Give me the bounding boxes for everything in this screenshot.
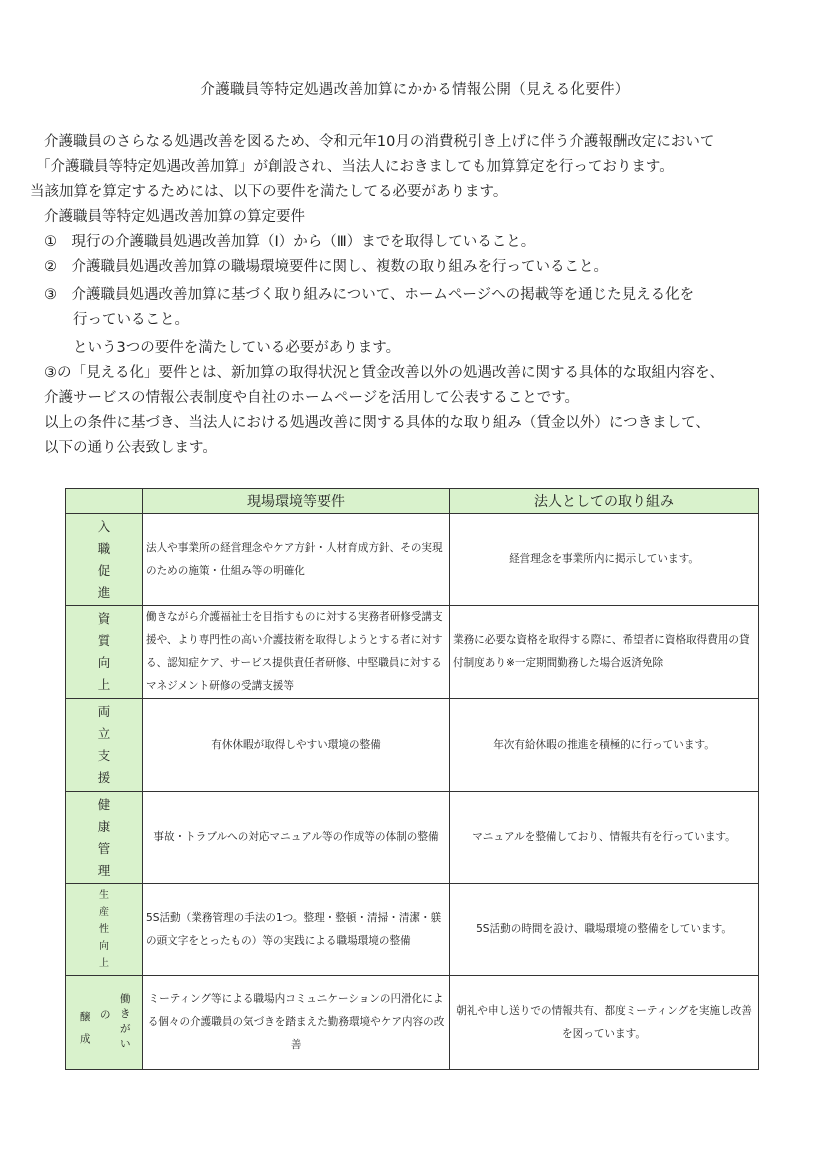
page-title: 介護職員等特定処遇改善加算にかかる情報公開（見える化要件） bbox=[200, 82, 630, 98]
category-char: 援 bbox=[97, 770, 111, 785]
action-cell: 業務に必要な資格を取得する際に、希望者に資格取得費用の貸付制度あり※一定期間勤務した場合返済免除 bbox=[450, 606, 759, 699]
category-char: 上 bbox=[97, 677, 111, 692]
header-requirement: 現場環境等要件 bbox=[143, 489, 450, 514]
category-char: 両 bbox=[97, 704, 111, 719]
category-char: が bbox=[120, 1023, 131, 1035]
table-row bbox=[66, 699, 759, 792]
category-cell bbox=[66, 976, 143, 1070]
category-char: 管 bbox=[97, 840, 111, 856]
category-column-right bbox=[120, 992, 131, 1052]
requirement-cell: 法人や事業所の経営理念やケア方針・人材育成方針、その実現のための施策・仕組み等の明確化 bbox=[143, 514, 450, 606]
category-char: 醸 bbox=[80, 1011, 91, 1023]
category-char: 性 bbox=[99, 924, 109, 935]
category-char: い bbox=[120, 1038, 131, 1050]
category-char: 生 bbox=[99, 890, 109, 901]
header-action: 法人としての取り組み bbox=[450, 489, 759, 514]
category-char: 働 bbox=[120, 993, 131, 1005]
action-cell: 年次有給休暇の推進を積極的に行っています。 bbox=[450, 699, 759, 792]
intro-line: という3つの要件を満たしている必要があります。 bbox=[73, 340, 401, 356]
intro-line: 行っていること。 bbox=[73, 312, 189, 328]
requirement-cell: 事故・トラブルへの対応マニュアル等の作成等の体制の整備 bbox=[143, 792, 450, 884]
intro-line: 以下の通り公表致します。 bbox=[44, 440, 217, 456]
category-char: 産 bbox=[99, 907, 109, 918]
action-cell: マニュアルを整備しており、情報共有を行っています。 bbox=[450, 792, 759, 884]
category-char: 支 bbox=[97, 748, 111, 763]
intro-line: 「介護職員等特定処遇改善加算」が創設され、当法人におきましても加算算定を行っております。 bbox=[36, 159, 674, 175]
requirements-table bbox=[65, 488, 759, 1070]
category-char: 資 bbox=[97, 611, 111, 626]
category-char: 立 bbox=[97, 726, 111, 741]
category-char: 進 bbox=[97, 584, 111, 600]
category-char: 職 bbox=[97, 540, 111, 556]
category-char: 向 bbox=[97, 655, 111, 670]
table-row bbox=[66, 792, 759, 884]
category-char: 理 bbox=[97, 862, 111, 878]
category-char: の bbox=[100, 1009, 111, 1021]
category-cell bbox=[66, 606, 143, 699]
category-char: 成 bbox=[80, 1033, 91, 1045]
intro-line: ③の「見える化」要件とは、新加算の取得状況と賃金改善以外の処遇改善に関する具体的な取組内容を、 bbox=[44, 365, 724, 381]
intro-line: ② 介護職員処遇改善加算の職場環境要件に関し、複数の取り組みを行っていること。 bbox=[44, 259, 608, 275]
category-cell bbox=[66, 699, 143, 792]
category-char: 促 bbox=[97, 562, 111, 578]
action-cell: 5S活動の時間を設け、職場環境の整備をしています。 bbox=[450, 884, 759, 976]
intro-line: ③ 介護職員処遇改善加算に基づく取り組みについて、ホームページへの掲載等を通じた見える化を bbox=[44, 287, 695, 303]
header-blank bbox=[66, 489, 143, 514]
table-row bbox=[66, 606, 759, 699]
intro-line: 介護サービスの情報公表制度や自社のホームページを活用して公表することです。 bbox=[44, 390, 580, 406]
category-char: 向 bbox=[99, 941, 109, 952]
intro-line: ① 現行の介護職員処遇改善加算（Ⅰ）から（Ⅲ）までを取得していること。 bbox=[44, 234, 536, 250]
intro-line: 介護職員等特定処遇改善加算の算定要件 bbox=[44, 209, 305, 225]
requirement-cell: ミーティング等による職場内コミュニケーションの円滑化による個々の介護職員の気づきを踏まえた勤務環境やケア内容の改善 bbox=[143, 976, 450, 1070]
table-row bbox=[66, 976, 759, 1070]
table-header-row bbox=[66, 489, 759, 514]
category-char: 入 bbox=[97, 518, 111, 534]
category-column-left bbox=[80, 1006, 91, 1050]
category-char: 健 bbox=[97, 796, 111, 812]
category-cell bbox=[66, 792, 143, 884]
intro-line: 当該加算を算定するためには、以下の要件を満たしてる必要があります。 bbox=[30, 184, 508, 200]
category-column-middle bbox=[100, 1008, 111, 1023]
category-char: 質 bbox=[97, 633, 111, 648]
action-cell: 経営理念を事業所内に掲示しています。 bbox=[450, 514, 759, 606]
category-char: き bbox=[120, 1008, 131, 1020]
table-row bbox=[66, 884, 759, 976]
category-cell bbox=[66, 514, 143, 606]
requirement-cell: 有休休暇が取得しやすい環境の整備 bbox=[143, 699, 450, 792]
requirement-cell: 働きながら介護福祉士を目指すものに対する実務者研修受講支援や、より専門性の高い介護技術を取得しようとする者に対する、認知症ケア、サービス提供責任者研修、中堅職員に対するマネジメント研修の受講支援等 bbox=[143, 606, 450, 699]
category-char: 上 bbox=[99, 958, 109, 969]
category-char: 康 bbox=[97, 818, 111, 834]
table-row bbox=[66, 514, 759, 606]
intro-line: 以上の条件に基づき、当法人における処遇改善に関する具体的な取り組み（賃金以外）につきまして、 bbox=[44, 415, 710, 431]
requirement-cell: 5S活動（業務管理の手法の1つ。整理・整頓・清掃・清潔・躾の頭文字をとったもの）等の実践による職場環境の整備 bbox=[143, 884, 450, 976]
action-cell: 朝礼や申し送りでの情報共有、都度ミーティングを実施し改善を図っています。 bbox=[450, 976, 759, 1070]
intro-line: 介護職員のさらなる処遇改善を図るため、令和元年10月の消費税引き上げに伴う介護報酬改定において bbox=[44, 134, 715, 150]
category-cell bbox=[66, 884, 143, 976]
